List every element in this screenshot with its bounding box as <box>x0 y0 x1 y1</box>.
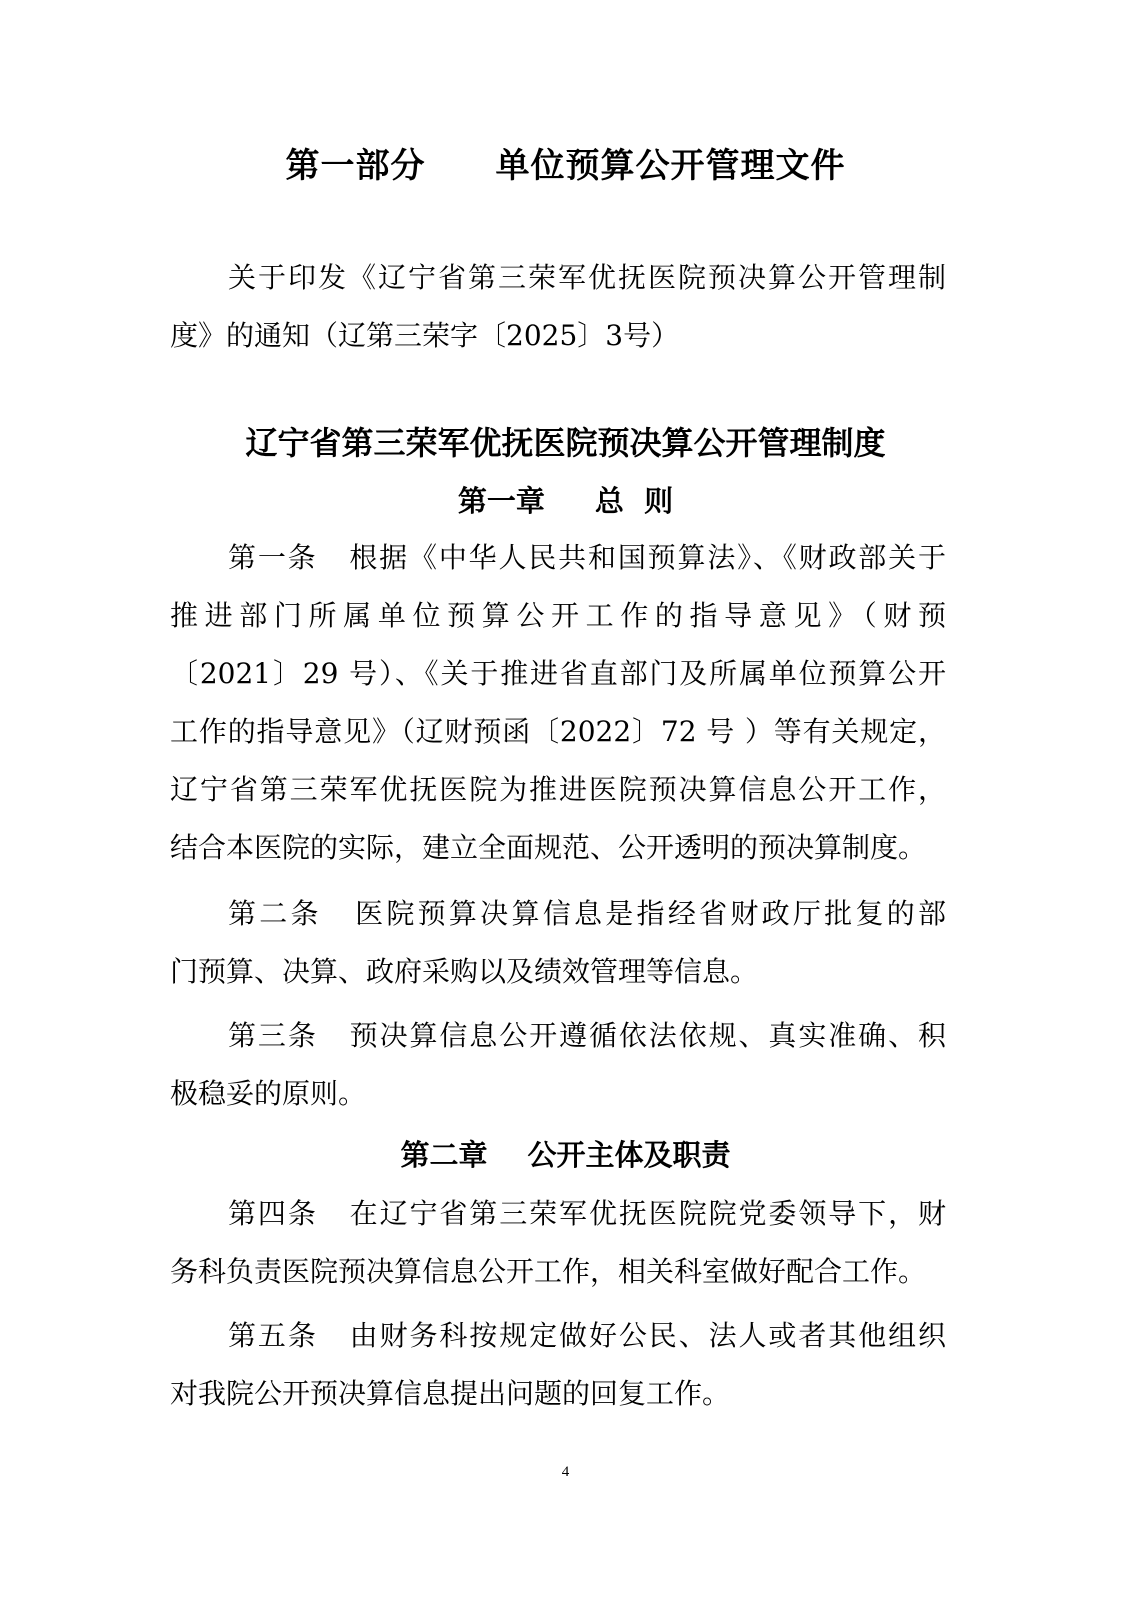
part-title-text: 单位预算公开管理文件 <box>495 146 846 186</box>
article-2-line-2: 门预算、决算、政府采购以及绩效管理等信息。 <box>170 955 759 988</box>
chapter-2-title: 公开主体及职责 <box>527 1138 731 1172</box>
chapter-1-label: 第一章 <box>457 484 545 518</box>
chapter-heading-2 <box>0 1132 1131 1178</box>
article-2-line-1 <box>228 892 946 936</box>
article-1-label: 第一条 <box>228 541 318 574</box>
chapter-2-label: 第二章 <box>400 1138 488 1172</box>
article-4-text-1: 在辽宁省第三荣军优抚医院院党委领导下，财 <box>347 1197 946 1230</box>
chapter-1-title: 总 则 <box>594 484 674 518</box>
document-title: 辽宁省第三荣军优抚医院预决算公开管理制度 <box>245 424 886 462</box>
article-3-line-1 <box>228 1014 946 1058</box>
article-1-line-2: 推进部门所属单位预算公开工作的指导意见》（财预 <box>170 599 946 632</box>
part-title <box>0 140 1131 192</box>
article-4-label: 第四条 <box>228 1197 318 1230</box>
article-4-line-1 <box>228 1192 946 1236</box>
article-1-line-3: 〔2021〕29 号）、《关于推进省直部门及所属单位预算公开 <box>170 657 946 690</box>
article-5-label: 第五条 <box>228 1319 318 1352</box>
notice-line-2: 度》的通知（辽第三荣字〔2025〕3号） <box>170 319 680 352</box>
article-1-line-5: 辽宁省第三荣军优抚医院为推进医院预决算信息公开工作， <box>170 773 946 806</box>
chapter-heading-1 <box>0 478 1131 524</box>
article-1-line-1 <box>228 536 946 580</box>
article-3-line-2: 极稳妥的原则。 <box>170 1077 367 1110</box>
article-5-line-2: 对我院公开预决算信息提出问题的回复工作。 <box>170 1377 731 1410</box>
part-title-label: 第一部分 <box>285 146 426 186</box>
article-3-text-1: 预决算信息公开遵循依法依规、真实准确、积 <box>347 1019 946 1052</box>
article-4-line-2: 务科负责医院预决算信息公开工作，相关科室做好配合工作。 <box>170 1255 927 1288</box>
article-1-line-4: 工作的指导意见》（辽财预函〔2022〕72 号 ）等有关规定， <box>170 715 946 748</box>
article-5-text-1: 由财务科按规定做好公民、法人或者其他组织 <box>347 1319 946 1352</box>
article-2-label: 第二条 <box>228 897 322 930</box>
notice-line-1: 关于印发《辽宁省第三荣军优抚医院预决算公开管理制 <box>228 261 946 294</box>
article-3-label: 第三条 <box>228 1019 318 1052</box>
article-5-line-1 <box>228 1314 946 1358</box>
page-number: 4 <box>561 1464 570 1480</box>
article-1-line-6: 结合本医院的实际，建立全面规范、公开透明的预决算制度。 <box>170 831 927 864</box>
article-1-text-1: 根据《中华人民共和国预算法》、《财政部关于 <box>347 541 946 574</box>
article-2-text-1: 医院预算决算信息是指经省财政厅批复的部 <box>351 897 946 930</box>
